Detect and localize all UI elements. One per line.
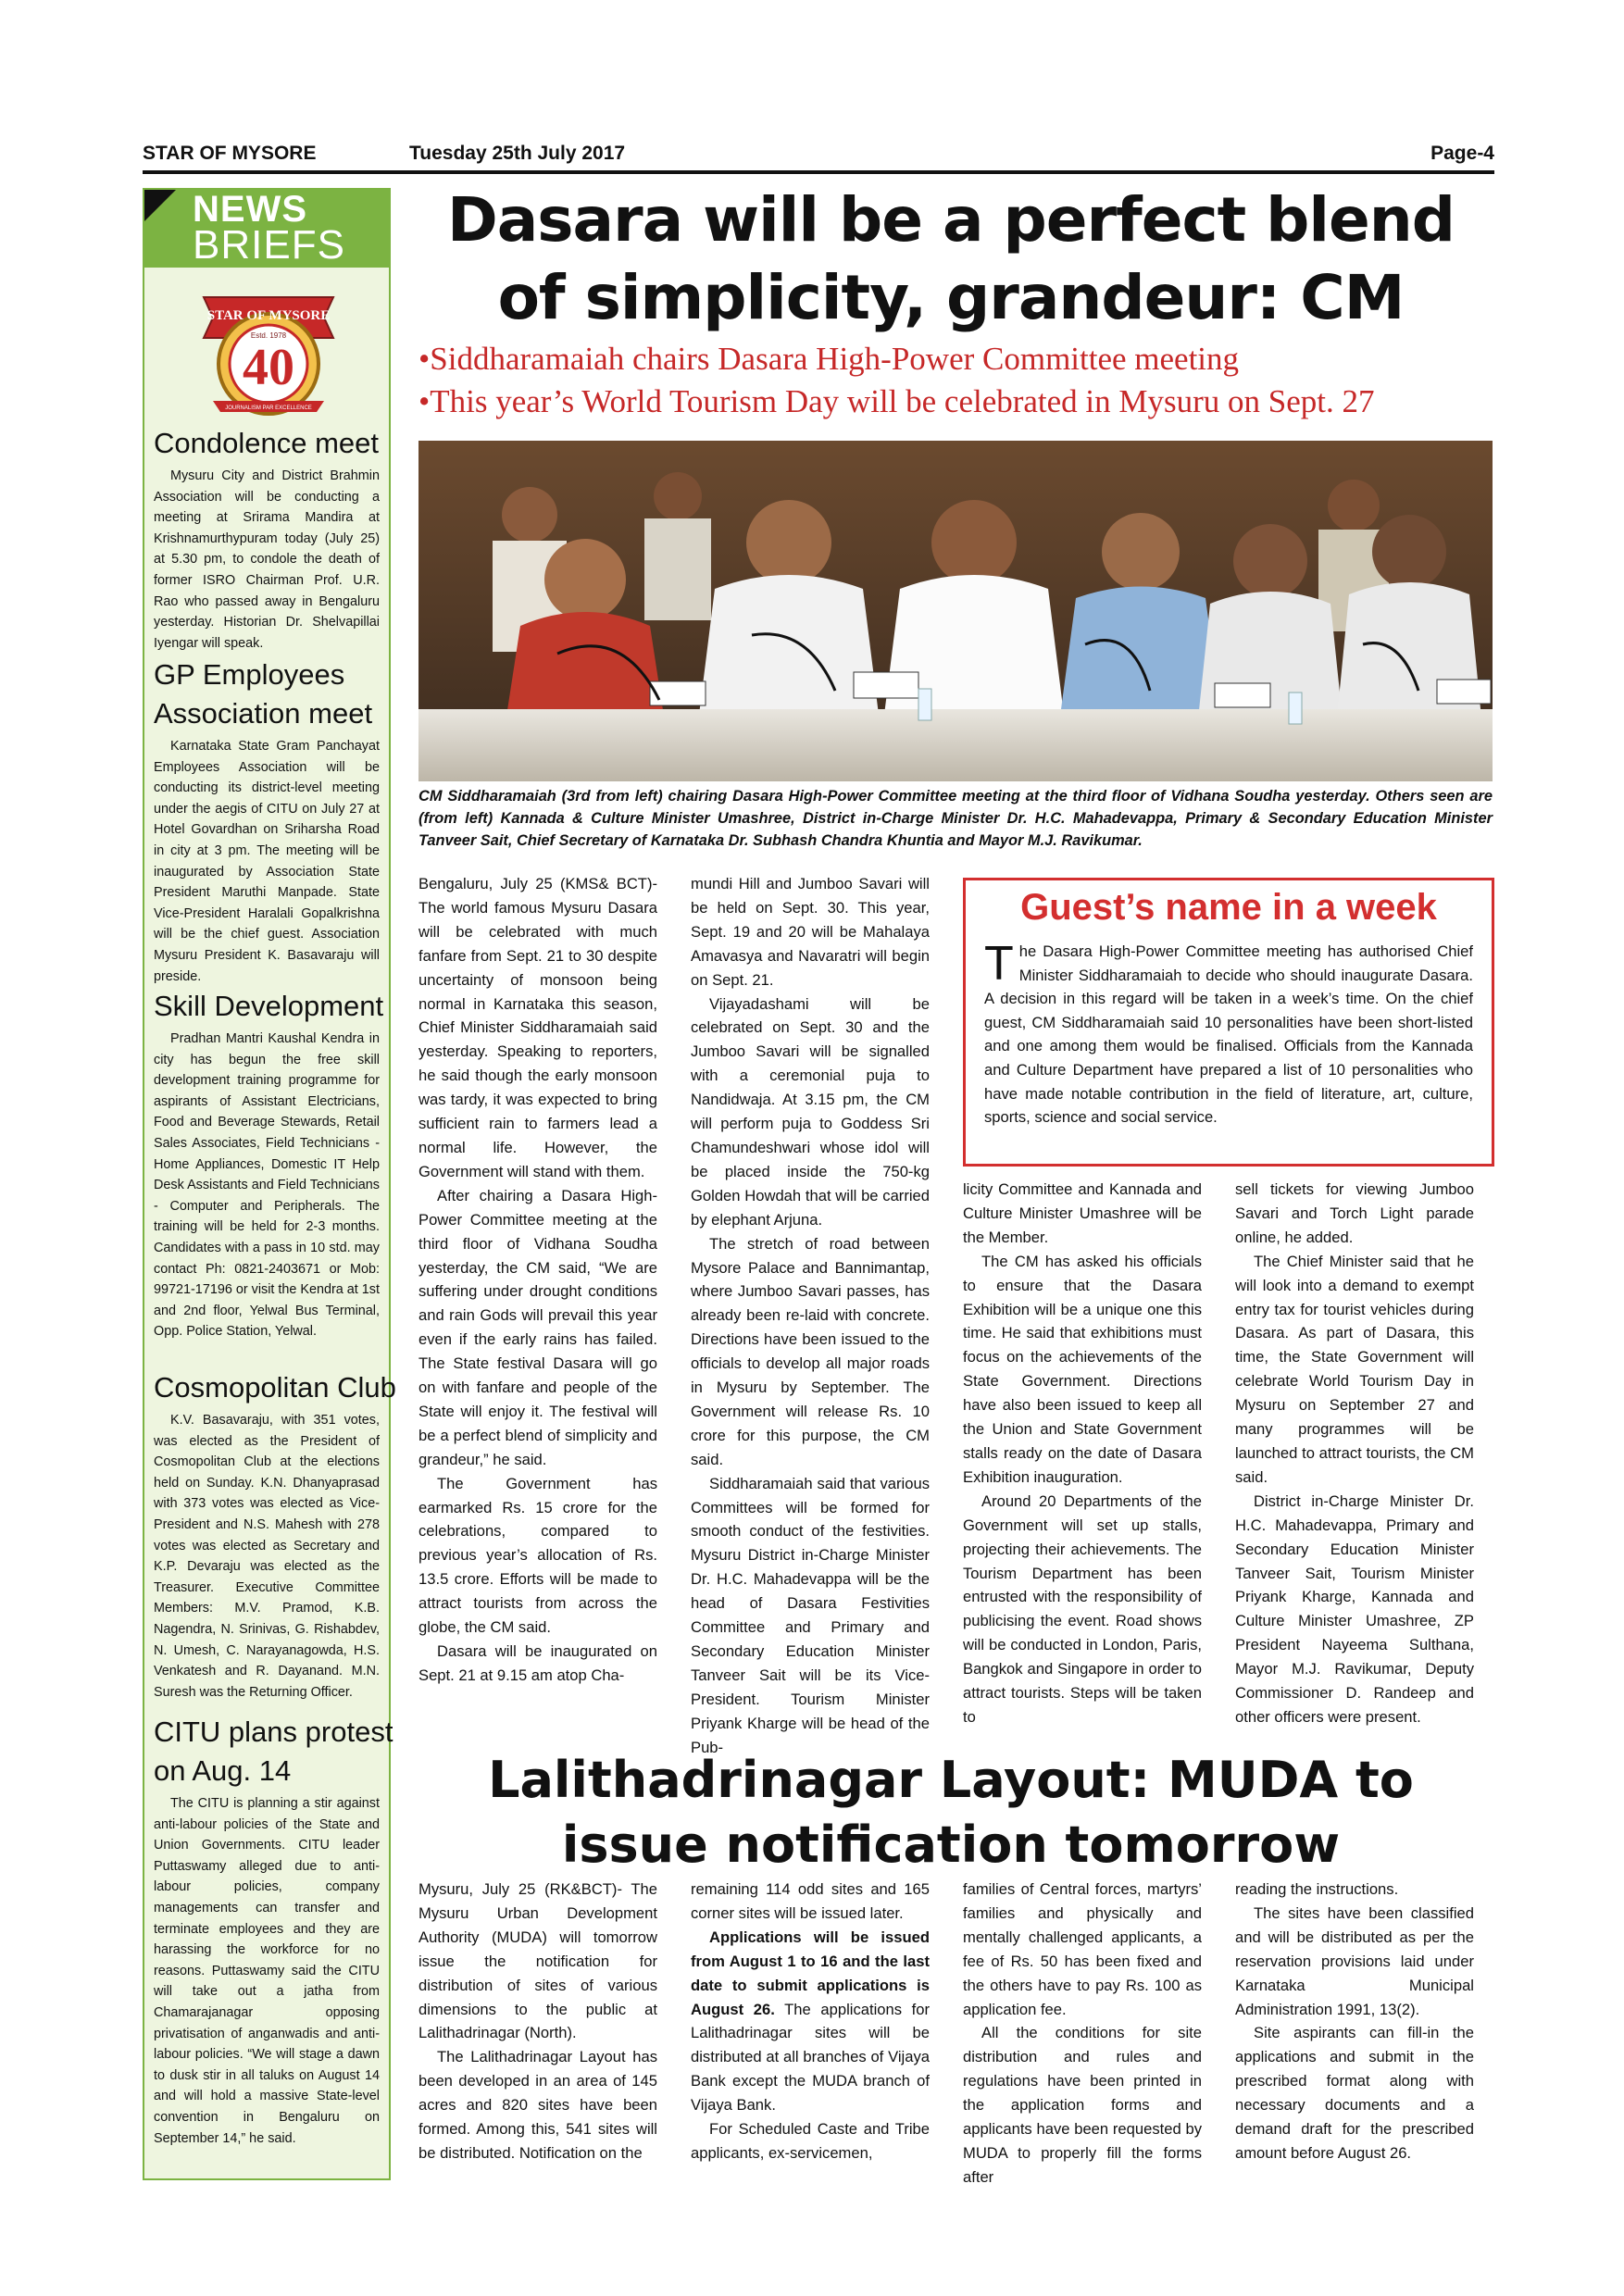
main-headline-line2: of simplicity, grandeur: CM — [497, 262, 1405, 333]
guest-box — [963, 878, 1494, 1167]
second-headline-line1: Lalithadrinagar Layout: MUDA to — [488, 1751, 1414, 1809]
subhead-2-text: This year’s World Tourism Day will be celebrated in Mysuru on Sept. 27 — [430, 383, 1375, 419]
story1-column-3 — [963, 1178, 1202, 1729]
brief-body-skill: Pradhan Mantri Kaushal Kendra in city has begun the free skill development training programme for aspirants of Assistant Electricians, Food and Beverage Stewards, Retail Sales Associates, Field Technicians - Home Appliances, Domestic IT Help Desk Assistants and Field Technicians - Computer and Peripherals. The training will be held for 2-3 months. Candidates with a pass in 10 std. may contact Ph: 0821-2403671 or Mob: 99721-17196 or visit the Kendra at 1st and 2nd floor, Yelwal Bus Terminal, Opp. Police Station, Yelwal. — [154, 1031, 381, 1340]
story1-col3-p3: Around 20 Departments of the Government will set up stalls, projecting their achievements. The Tourism Department has been entrusted with the responsibility of publicising the event. Road shows will be conducted in London, Paris, Bangkok and Singapore in order to attract tourists. Steps will be taken to — [963, 1491, 1202, 1726]
story1-col4-p3: District in-Charge Minister Dr. H.C. Mahadevappa, Primary and Secondary Education Minister Tanveer Sait, Tourism Minister Priyank Kharge, Kannada and Culture Minister Umashree, ZP President Nayeema Sulthana, Mayor M.J. Ravikumar, Deputy Commissioner D. Randeep and other officers were present. — [1235, 1491, 1474, 1726]
second-headline-line2: issue notification tomorrow — [561, 1816, 1341, 1874]
story1-col2-p4: Siddharamaiah said that various Committees will be formed for smooth conduct of the festivities. Mysuru District in-Charge Minister Dr. H.C. Mahadevappa will be the head of Dasara Festivities Committee and Primary and Secondary Education Minister Tanveer Sait will be its Vice-President. Tourism Minister Priyank Kharge will be head of the Pub- — [691, 1474, 930, 1756]
story1-col2-p1: mundi Hill and Jumboo Savari will be held on Sept. 30. This year, Sept. 19 and 20 will be Mahalaya Amavasya and Navaratri will begin on Sept. 21. — [691, 875, 930, 989]
story1-col1-p2: After chairing a Dasara High-Power Committee meeting at the third floor of Vidhana Soudha yesterday, the CM said, “We are suffering under drought conditions and rain Gods will prevail this year even if the early rains has failed. The State festival Dasara will go on with fanfare and people of the State will enjoy it. The festival will be a perfect blend of simplicity and grandeur,” he said. — [418, 1186, 657, 1468]
story2-column-1 — [418, 1878, 657, 2165]
story2-col2-p2 — [691, 1926, 930, 2117]
main-headline-line1: Dasara will be a perfect blend — [446, 184, 1455, 256]
story2-col2-p2-rest: The applications for Lalithadrinagar sites will be distributed at all branches of Vijaya Bank except the MUDA branch of Vijaya Bank. — [691, 2000, 931, 2115]
guest-box-title: Guest’s name in a week — [1020, 887, 1437, 928]
news-briefs-sidebar — [143, 188, 396, 2180]
news-briefs-header — [144, 190, 389, 268]
story1-column-2 — [691, 872, 930, 1760]
story2-col1-p2: The Lalithadrinagar Layout has been developed in an area of 145 acres and 820 sites have been formed. Among this, 541 sites will be distributed. Notification on the — [418, 2048, 657, 2162]
guest-box-body — [984, 937, 1473, 1129]
story2-col3-p1: families of Central forces, martyrs’ families and physically and mentally challenged applicants, a fee of Rs. 50 has been fixed and the others have to pay Rs. 100 as application fee. — [963, 1880, 1202, 2018]
story2-col2-p3: For Scheduled Caste and Tribe applicants, ex-servicemen, — [691, 2120, 930, 2162]
brief-title-skill: Skill Development — [154, 990, 384, 1022]
brief-title-citu-1: CITU plans protest — [154, 1716, 394, 1748]
story2-application-dates: Applications will be issued from August 1 to 16 and the last date to submit applications is August 26. — [691, 1928, 930, 2018]
story1-col3-p2: The CM has asked his officials to ensure that the Dasara Exhibition will be a unique one this time. He said that exhibitions must focus on the achievements of the State Government. Directions have also been issued to keep all the Union and State Government stalls ready on the date of Dasara Exhibition inauguration. — [963, 1252, 1202, 1486]
logo-top-text: STAR OF MYSORE — [206, 308, 331, 323]
anniversary-logo — [185, 282, 352, 421]
story2-col4-p2: The sites have been classified and will be distributed as per the reservation provisions laid under Karnataka Municipal Administration 1991, 13(2). — [1235, 1903, 1474, 2018]
story2-col1-p1: Mysuru, July 25 (RK&BCT)- The Mysuru Urban Development Authority (MUDA) will tomorrow issue the notification for distribution of sites of various dimensions to the public at Lalithadrinagar (North). — [418, 1880, 657, 2042]
brief-title-gp-employees-1: GP Employees — [154, 658, 345, 691]
story2-col4-p1: reading the instructions. — [1235, 1880, 1399, 1898]
story1-col2-p2: Vijayadashami will be celebrated on Sept. 30 and the Jumboo Savari will be signalled with a ceremonial puja to Nandidwaja. At 3.15 pm, the CM will perform puja to Goddess Sri Chamundeshwari whose idol will be placed inside the 750-kg Golden Howdah that will be carried by elephant Arjuna. — [691, 994, 930, 1229]
briefs-label: BRIEFS — [193, 222, 345, 268]
story2-col2-p1: remaining 114 odd sites and 165 corner sites will be issued later. — [691, 1880, 930, 1922]
logo-estd: Estd. 1978 — [250, 331, 287, 340]
story1-column-1 — [418, 872, 657, 1688]
brief-title-citu-2: on Aug. 14 — [154, 1754, 292, 1787]
subhead-bullet-1: •Siddharamaiah chairs Dasara High-Power Committee meeting — [418, 341, 1240, 377]
subhead-bullet-2: •This year’s World Tourism Day will be celebrated in Mysuru on Sept. 27 — [418, 383, 1375, 419]
brief-body-cosmopolitan: K.V. Basavaraju, with 351 votes, was elected as the President of Cosmopolitan Club at the elections held on Sunday. K.N. Dhanyaprasad with 373 votes was elected as Vice-President and N.S. Mahesh with 278 votes was elected as Secretary and K.P. Devaraju was elected as the Treasurer. Executive Committee Members: M.V. Pramod, K.B. Nagendra, N. Srinivas, G. Rishabdev, N. Umesh, C. Narayanagowda, H.S. Venkatesh and R. Dayanand. M.N. Suresh was the Returning Officer. — [154, 1413, 380, 1700]
brief-body-gp-employees: Karnataka State Gram Panchayat Employees Association will be conducting its district-level meeting under the aegis of CITU on July 27 at Hotel Govardhan on Sriharsha Road in city at 3 pm. The meeting will be inaugurated by Association State President Maruthi Manpade. State Vice-President Haralali Gopalkrishna will be the chief guest. Association Mysuru President K. Basavaraju will preside. — [154, 739, 380, 984]
story1-col1-p3: The Government has earmarked Rs. 15 crore for the celebrations, compared to previous year’s allocation of Rs. 13.5 crore. Efforts will be made to attract tourists from across the globe, the CM said. — [418, 1474, 657, 1637]
brief-body-condolence: Mysuru City and District Brahmin Association will be conducting a meeting at Srirama Mandira at Krishnamurthypuram today (July 25) at 5.30 pm, to condole the death of former ISRO Chairman Prof. U.R. Rao who passed away in Bengaluru yesterday. Historian Dr. Shelvapillai Iyengar will speak. — [154, 468, 380, 651]
meeting-photo — [418, 441, 1493, 781]
story2-column-2 — [691, 1878, 930, 2165]
story2-col3-p2: All the conditions for site distribution and rules and regulations have been printed in the application forms and applicants have been requested by MUDA to properly fill the forms after — [963, 2024, 1202, 2186]
brief-body-citu: The CITU is planning a stir against anti-labour policies of the State and Union Governments. CITU leader Puttaswamy alleged due to anti-labour policies, company managements can transfer and terminate employees and they are harassing the workforce for no reasons. Puttaswamy said the CITU will take out a jatha from Chamarajanagar opposing privatisation of anganwadis and anti-labour policies. “We will stage a dawn to dusk stir in all taluks on August 14 and will hold a massive State-level convention in Bengaluru on September 14,” he said. — [154, 1796, 380, 2146]
corner-triangle — [144, 190, 176, 221]
subhead-1-text: Siddharamaiah chairs Dasara High-Power Committee meeting — [430, 341, 1240, 377]
logo-number: 40 — [243, 339, 294, 396]
page-number: Page-4 — [1430, 143, 1494, 164]
story2-column-4 — [1235, 1878, 1474, 2165]
story1-column-4 — [1235, 1178, 1474, 1729]
guest-dropcap: T — [984, 937, 1014, 991]
story1-col1-p4: Dasara will be inaugurated on Sept. 21 at 9.15 am atop Cha- — [418, 1642, 657, 1684]
brief-title-condolence: Condolence meet — [154, 427, 379, 459]
story2-column-3 — [963, 1878, 1202, 2190]
second-headline — [407, 1748, 1494, 1878]
news-label: NEWS — [193, 189, 307, 230]
guest-body-text: he Dasara High-Power Committee meeting has authorised Chief Minister Siddharamaiah to decide who should inaugurate Dasara. A decision in this regard will be taken in a week’s time. On the chief guest, CM Siddharamaiah said 10 personalities have been short-listed and one among them would be finalised. Officials from the Kannada and Culture Department have prepared a list of 10 personalities who have made notable contribution in the field of literature, art, culture, sports, science and social service. — [984, 942, 1473, 1127]
brief-title-cosmopolitan: Cosmopolitan Club — [154, 1371, 396, 1404]
brief-title-gp-employees-2: Association meet — [154, 697, 373, 730]
main-headline — [407, 181, 1494, 337]
story1-col4-p1: sell tickets for viewing Jumboo Savari and Torch Light parade online, he added. — [1235, 1180, 1474, 1246]
masthead — [143, 139, 1494, 174]
story1-col1-p1: Bengaluru, July 25 (KMS& BCT)- The world famous Mysuru Dasara will be celebrated with much fanfare from Sept. 21 to 30 despite uncertainty of monsoon being normal in Karnataka this season, Chief Minister Siddharamaiah said yesterday. Speaking to reporters, he said though the early monsoon was tardy, it was expected to bring sufficient rain to farmers lead a normal life. However, the Government will stand with them. — [418, 875, 657, 1180]
story1-col3-p1: licity Committee and Kannada and Culture Minister Umashree will be the Member. — [963, 1180, 1202, 1246]
story2-col4-p3: Site aspirants can fill-in the applications and submit in the prescribed format along with necessary documents and a demand draft for the prescribed amount before August 26. — [1235, 2024, 1474, 2162]
story1-col4-p2: The Chief Minister said that he will look into a demand to exempt entry tax for tourist vehicles during Dasara. As part of Dasara, this time, the State Government will celebrate World Tourism Day in Mysuru on September 27 and many programmes will be launched to attract tourists, the CM said. — [1235, 1252, 1474, 1486]
logo-bottom-text: JOURNALISM PAR EXCELLENCE — [225, 406, 312, 411]
photo-caption: CM Siddharamaiah (3rd from left) chairing Dasara High-Power Committee meeting at the third floor of Vidhana Soudha yesterday. Others seen are (from left) Kannada & Culture Minister Umashree, District in-Charge Minister Dr. H.C. Mahadevappa, Primary & Secondary Education Minister Tanveer Sait, Chief Secretary of Karnataka Dr. Subhash Chandra Khuntia and Mayor M.J. Ravikumar. — [418, 788, 1493, 849]
issue-date: Tuesday 25th July 2017 — [409, 143, 626, 164]
story1-col2-p3: The stretch of road between Mysore Palace and Bannimantap, where Jumboo Savari passes, has already been re-laid with concrete. Directions have been issued to the officials to develop all major roads in Mysuru by September. The Government will release Rs. 10 crore for this purpose, the CM said. — [691, 1234, 930, 1468]
paper-name: STAR OF MYSORE — [143, 143, 317, 164]
